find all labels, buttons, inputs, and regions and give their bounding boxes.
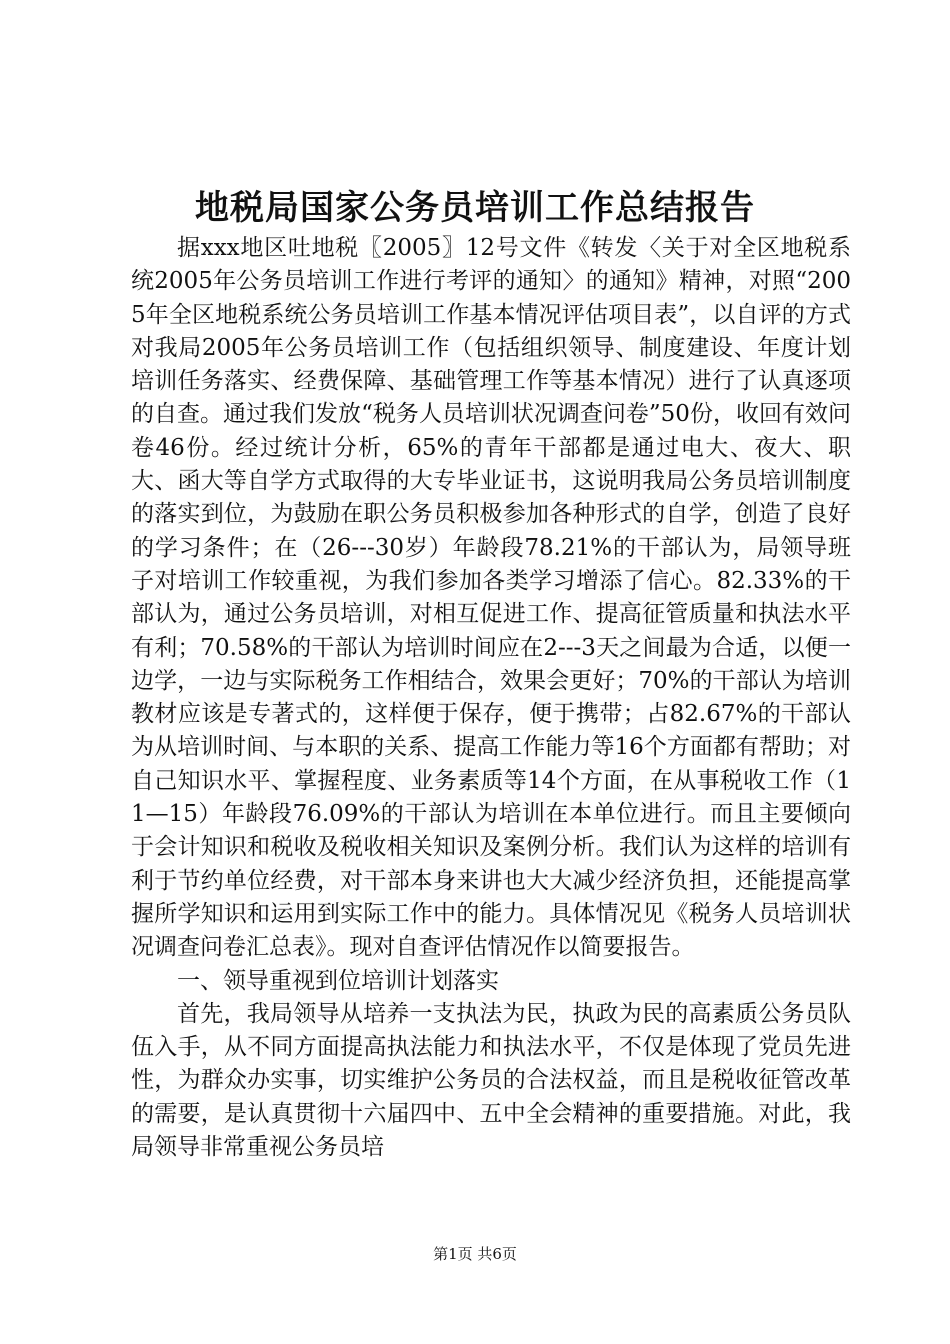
section-heading-1: 一、领导重视到位培训计划落实: [177, 967, 499, 994]
paragraph-intro: 据xxx地区吐地税〖2005〗12号文件《转发〈关于对全区地税系统2005年公务员培训工作进行考评的通知〉的通知》精神，对照“2005年全区地税系统公务员培训工作基本情况评估项目表”，以自评的方式对我局2005年公务员培训工作（包括组织领导、制度建设、年度计划培训任务落实、经费保障、基础管理工作等基本情况）进行了认真逐项的自查。通过我们发放“税务人员培训状况调查问卷”50份，收回有效问卷46份。经过统计分析，65%的青年干部都是通过电大、夜大、职大、函大等自学方式取得的大专毕业证书，这说明我局公务员培训制度的落实到位，为鼓励在职公务员积极参加各种形式的自学，创造了良好的学习条件；在（26---30岁）年龄段78.21%的干部认为，局领导班子对培训工作较重视，为我们参加各类学习增添了信心。82.33%的干部认为，通过公务员培训，对相互促进工作、提高征管质量和执法水平有利；70.58%的干部认为培训时间应在2---3天之间最为合适，以便一边学，一边与实际税务工作相结合，效果会更好；70%的干部认为培训教材应该是专著式的，这样便于保存，便于携带；占82.67%的干部认为从培训时间、与本职的关系、提高工作能力等16个方面都有帮助；对自己知识水平、掌握程度、业务素质等14个方面，在从事税收工作（11—15）年龄段76.09%的干部认为培训在本单位进行。而且主要倾向于会计知识和税收及税收相关知识及案例分析。我们认为这样的培训有利于节约单位经费，对干部本身来讲也大大减少经济负担，还能提高掌握所学知识和运用到实际工作中的能力。具体情况见《税务人员培训状况调查问卷汇总表》。现对自查评估情况作以简要报告。: [131, 235, 851, 961]
document-title: 地税局国家公务员培训工作总结报告: [195, 188, 755, 228]
paragraph-section-1: 首先，我局领导从培养一支执法为民，执政为民的高素质公务员队伍入手，从不同方面提高执法能力和执法水平，不仅是体现了党员先进性，为群众办实事，切实维护公务员的合法权益，而且是税收征管改革的需要，是认真贯彻十六届四中、五中全会精神的重要措施。对此，我局领导非常重视公务员培: [131, 1000, 851, 1161]
page-footer: 第1页 共6页: [433, 1245, 517, 1263]
document-body: [131, 232, 851, 1164]
